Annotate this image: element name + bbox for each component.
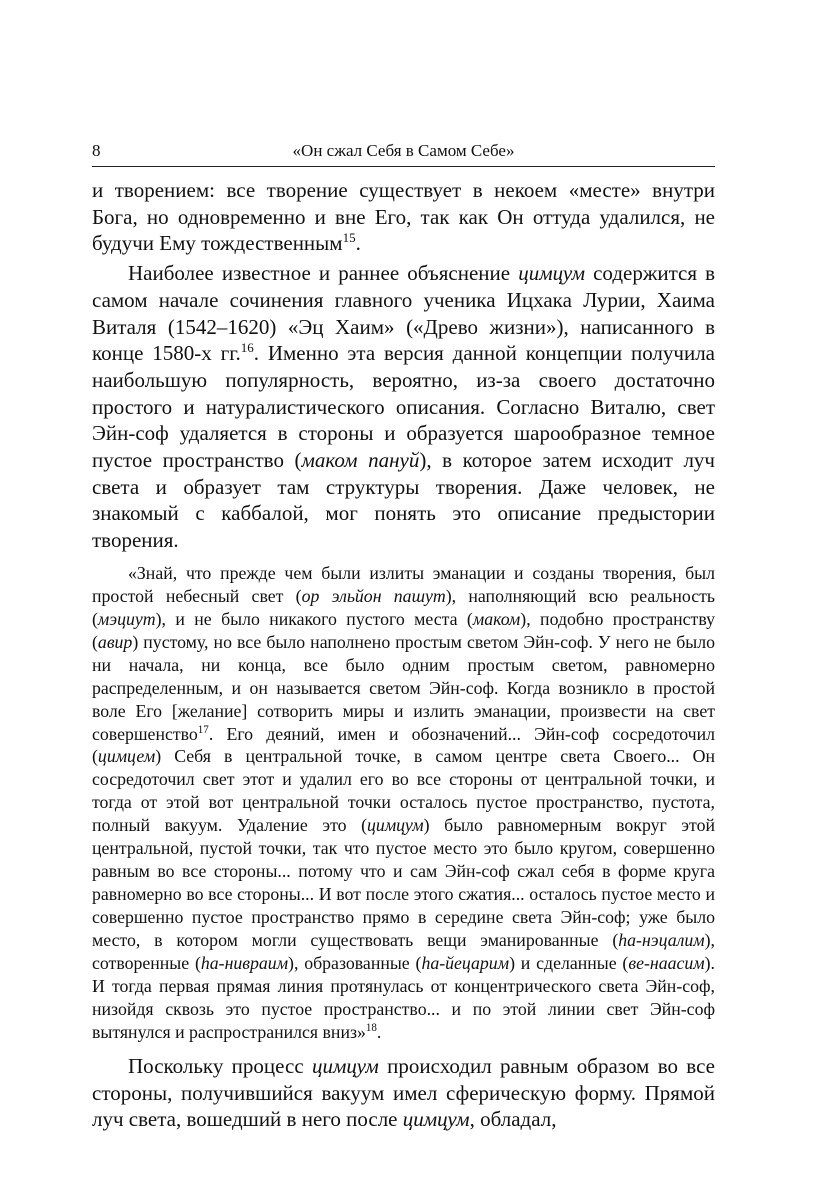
block-quote	[92, 562, 715, 1044]
text-run: ) пустому, но все было наполнено простым светом Эйн-соф. У него не было ни начала, ни конца, все было одним простым светом, равномерно распределенным, и он называется светом Эйн-соф. Когда возникло в простой воле Его [желание] сотворить миры и излить эманации, произвести на свет совершенство	[92, 631, 715, 744]
italic-term: маком пануй	[301, 448, 420, 473]
italic-term: цимцем	[97, 746, 156, 767]
text-run: ), образованные (	[288, 953, 422, 974]
italic-term: hа-нэцалим	[618, 930, 705, 951]
running-title: «Он сжал Себя в Самом Себе»	[292, 141, 515, 160]
paragraph-1	[92, 177, 715, 257]
text-run: .	[355, 231, 361, 256]
paragraph-3	[92, 1053, 715, 1133]
italic-term: цимцум	[367, 815, 424, 836]
footnote-ref-16[interactable]: 16	[240, 340, 254, 356]
footnote-ref-18[interactable]: 18	[365, 1021, 377, 1034]
italic-term: мэциут	[97, 608, 156, 629]
text-run: происходил равным образом во все стороны, получившийся вакуум имел сферическую форму. Прямой луч света, вошедший в него после	[92, 1053, 716, 1132]
text-run: ) и сделанные (	[509, 953, 629, 974]
italic-term: ве-наасим	[628, 953, 705, 974]
text-run: ) Себя в центральной точке, в самом центре света Своего... Он сосредоточил свет этот и удалил его во все стороны от центральной точки, и тогда от этой вот центральной точки осталось пустое пространство, пустота, полный вакуум. Удаление это (	[92, 746, 715, 836]
page-number: 8	[92, 141, 101, 160]
text-run: ), и не было никакого пустого места (	[155, 608, 473, 629]
text-run: . Именно эта версия данной концепции получила наибольшую популярность, вероятно, из-за своего достаточно простого и натуралистического описания. Согласно Виталю, свет Эйн-соф удаляется в стороны и образуется шарообразное темное пустое пространство (	[92, 341, 715, 473]
text-run: Поскольку процесс	[128, 1053, 312, 1078]
text-run: ), в которое затем исходит луч света и образует там структуры творения. Даже человек, не знакомый с каббалой, мог понять это описание предыстории творения.	[92, 448, 715, 553]
text-run: ), подобно пространству (	[92, 608, 715, 652]
italic-term: цимцум	[518, 261, 586, 286]
italic-term: авир	[97, 631, 133, 652]
text-run: содержится в самом начале сочинения главного ученика Ицхака Лурии, Хаима Виталя (1542–1620) «Эц Хаим» («Древо жизни»), написанного в конце 1580-х гг.	[92, 261, 715, 366]
page-body	[92, 177, 715, 1133]
text-run: ). И тогда первая прямая линия протянулась от концентрического света Эйн-соф, низойдя сквозь это пустое пространство... и по этой линии свет Эйн-соф вытянулся и распространился вниз»	[92, 953, 715, 1042]
footnote-ref-15[interactable]: 15	[342, 230, 356, 246]
text-run: ), сотворенные (	[92, 930, 715, 974]
italic-term: цимцум	[402, 1107, 470, 1132]
italic-term: маком	[472, 608, 521, 629]
italic-term: hа-нивраим	[200, 953, 289, 974]
text-run: «Знай, что прежде чем были излиты эманации и созданы творения, был простой небесный свет (	[92, 562, 715, 606]
italic-term: ор эльйон пашут	[301, 585, 446, 606]
text-run: , обладал,	[469, 1107, 557, 1132]
text-run: и творением: все творение существует в некоем «месте» внутри Бога, но одновременно и вне Его, так как Он оттуда удалился, не будучи Ему тождественным	[92, 178, 715, 256]
text-run: Наиболее известное и раннее объяснение	[128, 261, 519, 286]
italic-term: цимцум	[312, 1053, 379, 1078]
paragraph-2	[92, 260, 715, 554]
text-run: ) было равномерным вокруг этой центральной, пустой точки, так что пустое место это было кругом, совершенно равным во все стороны... потому что и сам Эйн-соф сжал себя в форме круга равномерно во все стороны... И вот после этого сжатия... осталось пустое место и совершенно пустое пространство прямо в середине света Эйн-соф; уже было место, в котором могли существовать вещи эманированные (	[92, 815, 715, 951]
text-run: ), наполняющий всю реальность (	[92, 585, 715, 629]
running-header	[92, 138, 715, 167]
italic-term: hа-йецарим	[421, 953, 510, 974]
footnote-ref-17[interactable]: 17	[197, 723, 209, 736]
text-run: . Его деяний, имен и обозначений... Эйн-соф сосредоточил (	[92, 723, 715, 767]
text-run: .	[376, 1021, 382, 1042]
